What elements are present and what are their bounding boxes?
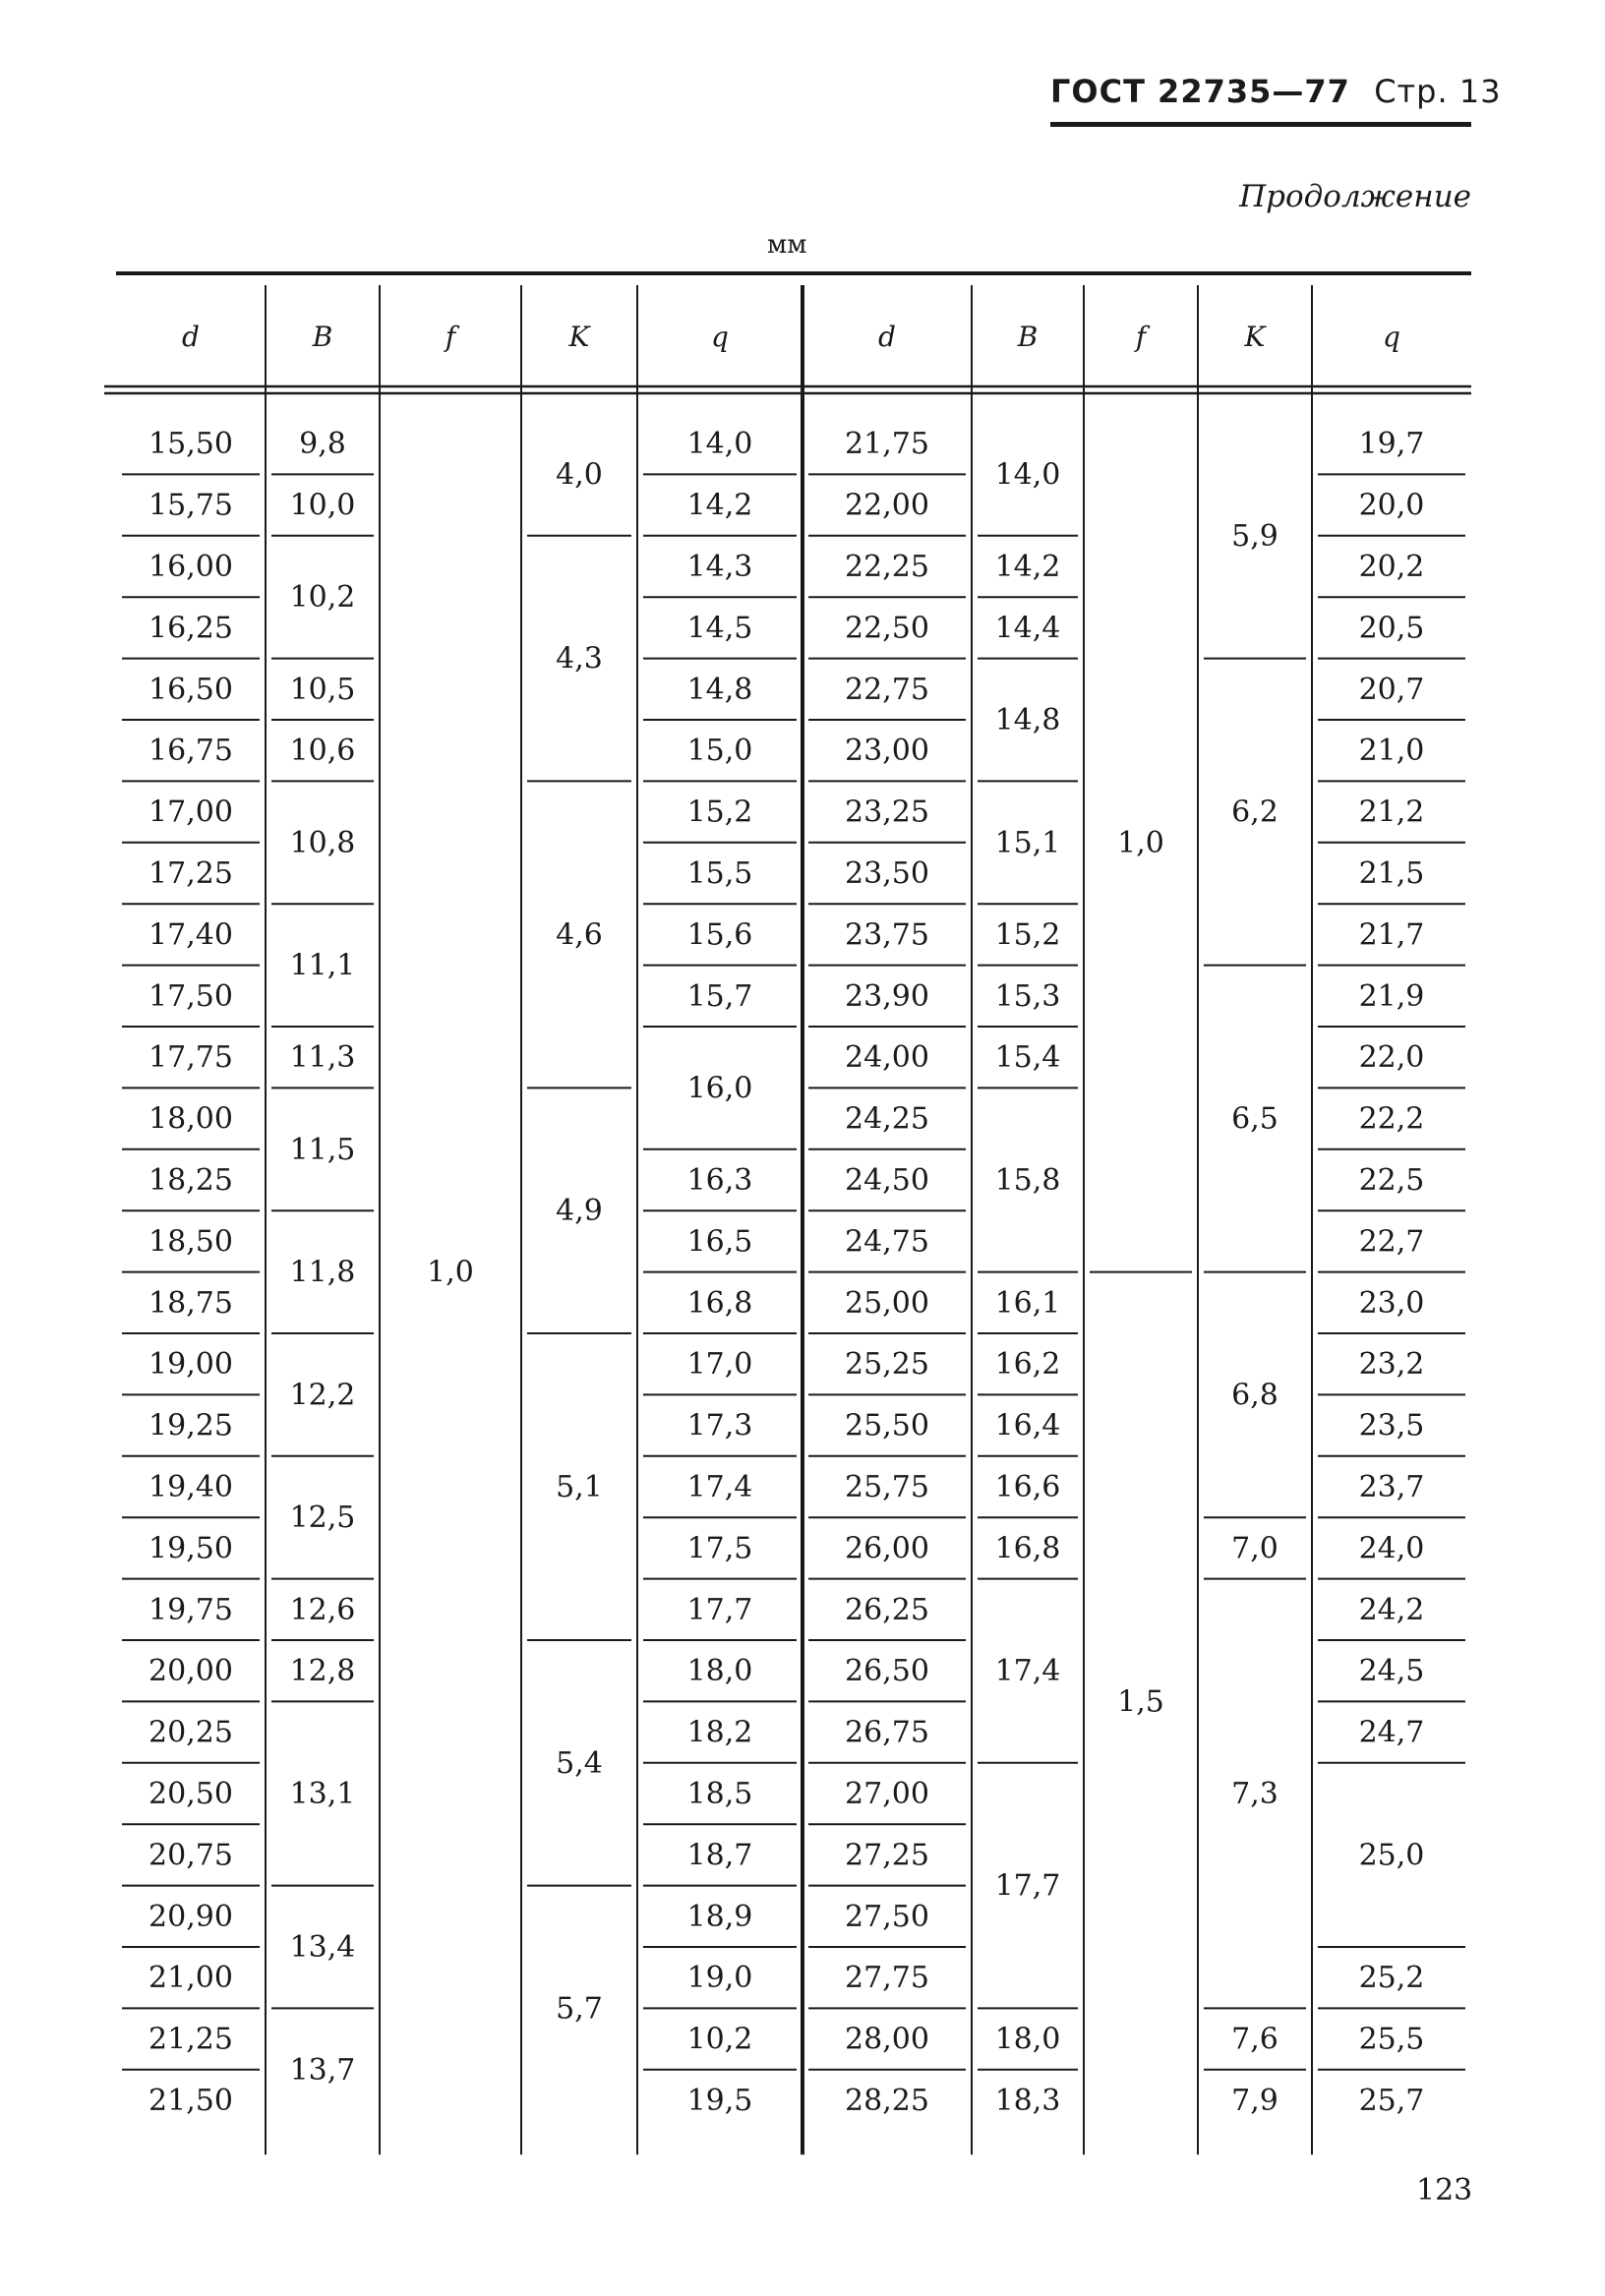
left-q-cell: 18,2	[686, 1715, 753, 1750]
left-q-cell: 16,5	[686, 1224, 753, 1260]
right-d-cell: 22,75	[845, 672, 929, 707]
right-q-cell: 25,7	[1358, 2084, 1425, 2118]
left-q-cell: 15,6	[686, 917, 753, 953]
left-q-cell: 16,3	[686, 1163, 753, 1198]
right-q-cell: 22,7	[1358, 1224, 1425, 1260]
left-K-cell: 4,6	[556, 917, 603, 953]
column-header-d: d	[182, 321, 200, 353]
right-q-cell: 21,0	[1358, 734, 1425, 769]
left-d-cell: 17,50	[149, 978, 233, 1014]
right-d-cell: 26,50	[845, 1654, 929, 1689]
column-header-q: q	[1383, 321, 1400, 353]
right-q-cell: 23,0	[1358, 1285, 1425, 1321]
column-header-f: f	[445, 321, 456, 353]
right-d-cell: 25,50	[845, 1408, 929, 1443]
standard-code: ГОСТ 22735—77	[1050, 73, 1350, 110]
right-d-cell: 24,25	[845, 1101, 929, 1137]
right-B-cell: 18,0	[994, 2022, 1061, 2057]
left-q-cell: 17,0	[686, 1347, 753, 1383]
left-B-cell: 10,8	[289, 825, 356, 860]
left-q-cell: 18,0	[686, 1654, 753, 1689]
right-d-cell: 22,25	[845, 550, 929, 584]
left-d-cell: 19,75	[149, 1592, 233, 1627]
left-B-cell: 10,0	[289, 488, 356, 523]
column-header-d: d	[878, 321, 896, 353]
right-f-cell: 1,5	[1117, 1684, 1164, 1720]
right-d-cell: 27,00	[845, 1777, 929, 1811]
right-d-cell: 21,75	[845, 427, 929, 462]
right-B-cell: 14,8	[994, 703, 1061, 737]
right-B-cell: 15,8	[994, 1163, 1061, 1198]
left-d-cell: 18,50	[149, 1224, 233, 1260]
left-q-cell: 15,5	[686, 856, 753, 891]
right-d-cell: 28,00	[845, 2022, 929, 2057]
left-B-cell: 9,8	[299, 427, 346, 462]
left-d-cell: 16,50	[149, 672, 233, 707]
right-B-cell: 17,4	[994, 1654, 1061, 1689]
column-header-B: B	[1017, 321, 1039, 353]
left-d-cell: 18,00	[149, 1101, 233, 1137]
right-d-cell: 26,25	[845, 1592, 929, 1627]
right-q-cell: 21,9	[1358, 978, 1425, 1014]
right-q-cell: 22,2	[1358, 1101, 1425, 1137]
left-B-cell: 11,8	[289, 1255, 356, 1290]
right-d-cell: 25,00	[845, 1285, 929, 1321]
left-q-cell: 14,2	[686, 488, 753, 523]
left-d-cell: 16,25	[149, 611, 233, 646]
right-q-cell: 24,0	[1358, 1531, 1425, 1566]
left-B-cell: 10,6	[289, 734, 356, 769]
left-f-cell: 1,0	[427, 1255, 474, 1290]
right-d-cell: 24,50	[845, 1163, 929, 1198]
right-d-cell: 27,50	[845, 1899, 929, 1934]
right-B-cell: 16,8	[994, 1531, 1061, 1566]
left-q-cell: 15,0	[686, 734, 753, 769]
left-q-cell: 14,0	[686, 427, 753, 462]
left-d-cell: 17,40	[149, 917, 233, 953]
right-q-cell: 24,5	[1358, 1654, 1425, 1689]
left-B-cell: 12,5	[289, 1501, 356, 1536]
right-K-cell: 7,3	[1231, 1777, 1278, 1811]
right-q-cell: 19,7	[1358, 427, 1425, 462]
right-q-cell: 23,5	[1358, 1408, 1425, 1443]
left-d-cell: 18,75	[149, 1285, 233, 1321]
left-B-cell: 11,1	[289, 948, 356, 983]
left-K-cell: 5,1	[556, 1470, 603, 1504]
right-B-cell: 14,0	[994, 457, 1061, 493]
right-d-cell: 23,00	[845, 734, 929, 769]
left-K-cell: 5,7	[556, 1991, 603, 2027]
right-B-cell: 15,4	[994, 1040, 1061, 1076]
right-d-cell: 23,50	[845, 856, 929, 891]
left-B-cell: 12,8	[289, 1654, 356, 1689]
right-K-cell: 6,2	[1231, 795, 1278, 830]
right-d-cell: 22,00	[845, 488, 929, 523]
left-d-cell: 21,25	[149, 2022, 233, 2057]
right-B-cell: 18,3	[994, 2084, 1061, 2118]
right-q-cell: 21,7	[1358, 917, 1425, 953]
right-d-cell: 26,00	[845, 1531, 929, 1566]
left-B-cell: 12,2	[289, 1378, 356, 1413]
right-q-cell: 21,2	[1358, 795, 1425, 830]
right-q-cell: 24,7	[1358, 1715, 1425, 1750]
column-header-f: f	[1135, 321, 1147, 353]
left-B-cell: 12,6	[289, 1592, 356, 1627]
right-d-cell: 25,75	[845, 1470, 929, 1504]
left-K-cell: 4,3	[556, 641, 603, 677]
left-d-cell: 17,25	[149, 856, 233, 891]
right-q-cell: 25,2	[1358, 1961, 1425, 1996]
page-label: Стр. 13	[1374, 73, 1502, 110]
left-d-cell: 18,25	[149, 1163, 233, 1198]
left-q-cell: 19,5	[686, 2084, 753, 2118]
right-B-cell: 15,1	[994, 825, 1061, 860]
column-header-K: K	[568, 321, 590, 353]
right-d-cell: 23,75	[845, 917, 929, 953]
right-B-cell: 16,2	[994, 1347, 1061, 1383]
right-K-cell: 5,9	[1231, 518, 1278, 554]
continuation-label: Продолжение	[1239, 179, 1471, 214]
left-d-cell: 16,00	[149, 550, 233, 584]
right-K-cell: 7,9	[1231, 2084, 1278, 2118]
left-d-cell: 19,50	[149, 1531, 233, 1566]
right-B-cell: 15,2	[994, 917, 1061, 953]
right-q-cell: 25,5	[1358, 2022, 1425, 2057]
left-K-cell: 4,0	[556, 457, 603, 493]
right-q-cell: 20,7	[1358, 672, 1425, 707]
left-q-cell: 17,3	[686, 1408, 753, 1443]
left-d-cell: 21,00	[149, 1961, 233, 1996]
right-q-cell: 25,0	[1358, 1838, 1425, 1873]
right-B-cell: 15,3	[994, 978, 1061, 1014]
right-d-cell: 24,75	[845, 1224, 929, 1260]
left-d-cell: 15,50	[149, 427, 233, 462]
left-q-cell: 15,7	[686, 978, 753, 1014]
right-B-cell: 17,7	[994, 1868, 1061, 1904]
left-B-cell: 10,5	[289, 672, 356, 707]
left-d-cell: 16,75	[149, 734, 233, 769]
left-K-cell: 4,9	[556, 1194, 603, 1229]
left-K-cell: 5,4	[556, 1745, 603, 1781]
left-q-cell: 18,7	[686, 1838, 753, 1873]
right-q-cell: 22,0	[1358, 1040, 1425, 1076]
column-header-q: q	[711, 321, 729, 353]
left-q-cell: 17,5	[686, 1531, 753, 1566]
left-d-cell: 21,50	[149, 2084, 233, 2118]
right-d-cell: 22,50	[845, 611, 929, 646]
right-q-cell: 24,2	[1358, 1592, 1425, 1627]
left-d-cell: 15,75	[149, 488, 233, 523]
right-K-cell: 6,5	[1231, 1101, 1278, 1137]
left-d-cell: 19,25	[149, 1408, 233, 1443]
right-K-cell: 7,6	[1231, 2022, 1278, 2057]
left-q-cell: 17,4	[686, 1470, 753, 1504]
left-d-cell: 20,90	[149, 1899, 233, 1934]
right-K-cell: 6,8	[1231, 1378, 1278, 1413]
right-K-cell: 7,0	[1231, 1531, 1278, 1566]
left-d-cell: 19,00	[149, 1347, 233, 1383]
right-q-cell: 23,2	[1358, 1347, 1425, 1383]
left-q-cell: 19,0	[686, 1961, 753, 1996]
page-number: 123	[1416, 2173, 1473, 2208]
right-d-cell: 24,00	[845, 1040, 929, 1076]
right-d-cell: 28,25	[845, 2084, 929, 2118]
left-d-cell: 17,75	[149, 1040, 233, 1076]
right-d-cell: 27,25	[845, 1838, 929, 1873]
left-q-cell: 14,3	[686, 550, 753, 584]
left-q-cell: 16,0	[686, 1071, 753, 1106]
right-B-cell: 16,6	[994, 1470, 1061, 1504]
left-B-cell: 10,2	[289, 580, 356, 616]
left-B-cell: 11,5	[289, 1132, 356, 1167]
left-q-cell: 18,9	[686, 1899, 753, 1934]
left-B-cell: 13,1	[289, 1777, 356, 1811]
left-d-cell: 20,00	[149, 1654, 233, 1689]
right-q-cell: 22,5	[1358, 1163, 1425, 1198]
right-q-cell: 20,2	[1358, 550, 1425, 584]
left-q-cell: 10,2	[686, 2022, 753, 2057]
left-q-cell: 17,7	[686, 1592, 753, 1627]
left-q-cell: 16,8	[686, 1285, 753, 1321]
left-d-cell: 17,00	[149, 795, 233, 830]
column-header-K: K	[1244, 321, 1266, 353]
left-d-cell: 19,40	[149, 1470, 233, 1504]
left-B-cell: 13,4	[289, 1930, 356, 1965]
right-B-cell: 14,4	[994, 611, 1061, 646]
right-B-cell: 16,1	[994, 1285, 1061, 1321]
right-d-cell: 27,75	[845, 1961, 929, 1996]
left-q-cell: 14,8	[686, 672, 753, 707]
column-header-B: B	[312, 321, 333, 353]
left-q-cell: 18,5	[686, 1777, 753, 1811]
right-f-cell: 1,0	[1117, 825, 1164, 860]
left-B-cell: 11,3	[289, 1040, 356, 1076]
right-d-cell: 23,90	[845, 978, 929, 1014]
left-q-cell: 14,5	[686, 611, 753, 646]
right-q-cell: 21,5	[1358, 856, 1425, 891]
right-d-cell: 23,25	[845, 795, 929, 830]
left-d-cell: 20,75	[149, 1838, 233, 1873]
left-d-cell: 20,50	[149, 1777, 233, 1811]
right-d-cell: 25,25	[845, 1347, 929, 1383]
units-label: мм	[767, 230, 807, 260]
right-B-cell: 14,2	[994, 550, 1061, 584]
right-q-cell: 20,5	[1358, 611, 1425, 646]
right-q-cell: 23,7	[1358, 1470, 1425, 1504]
left-d-cell: 20,25	[149, 1715, 233, 1750]
right-B-cell: 16,4	[994, 1408, 1061, 1443]
left-B-cell: 13,7	[289, 2052, 356, 2088]
right-d-cell: 26,75	[845, 1715, 929, 1750]
right-q-cell: 20,0	[1358, 488, 1425, 523]
left-q-cell: 15,2	[686, 795, 753, 830]
